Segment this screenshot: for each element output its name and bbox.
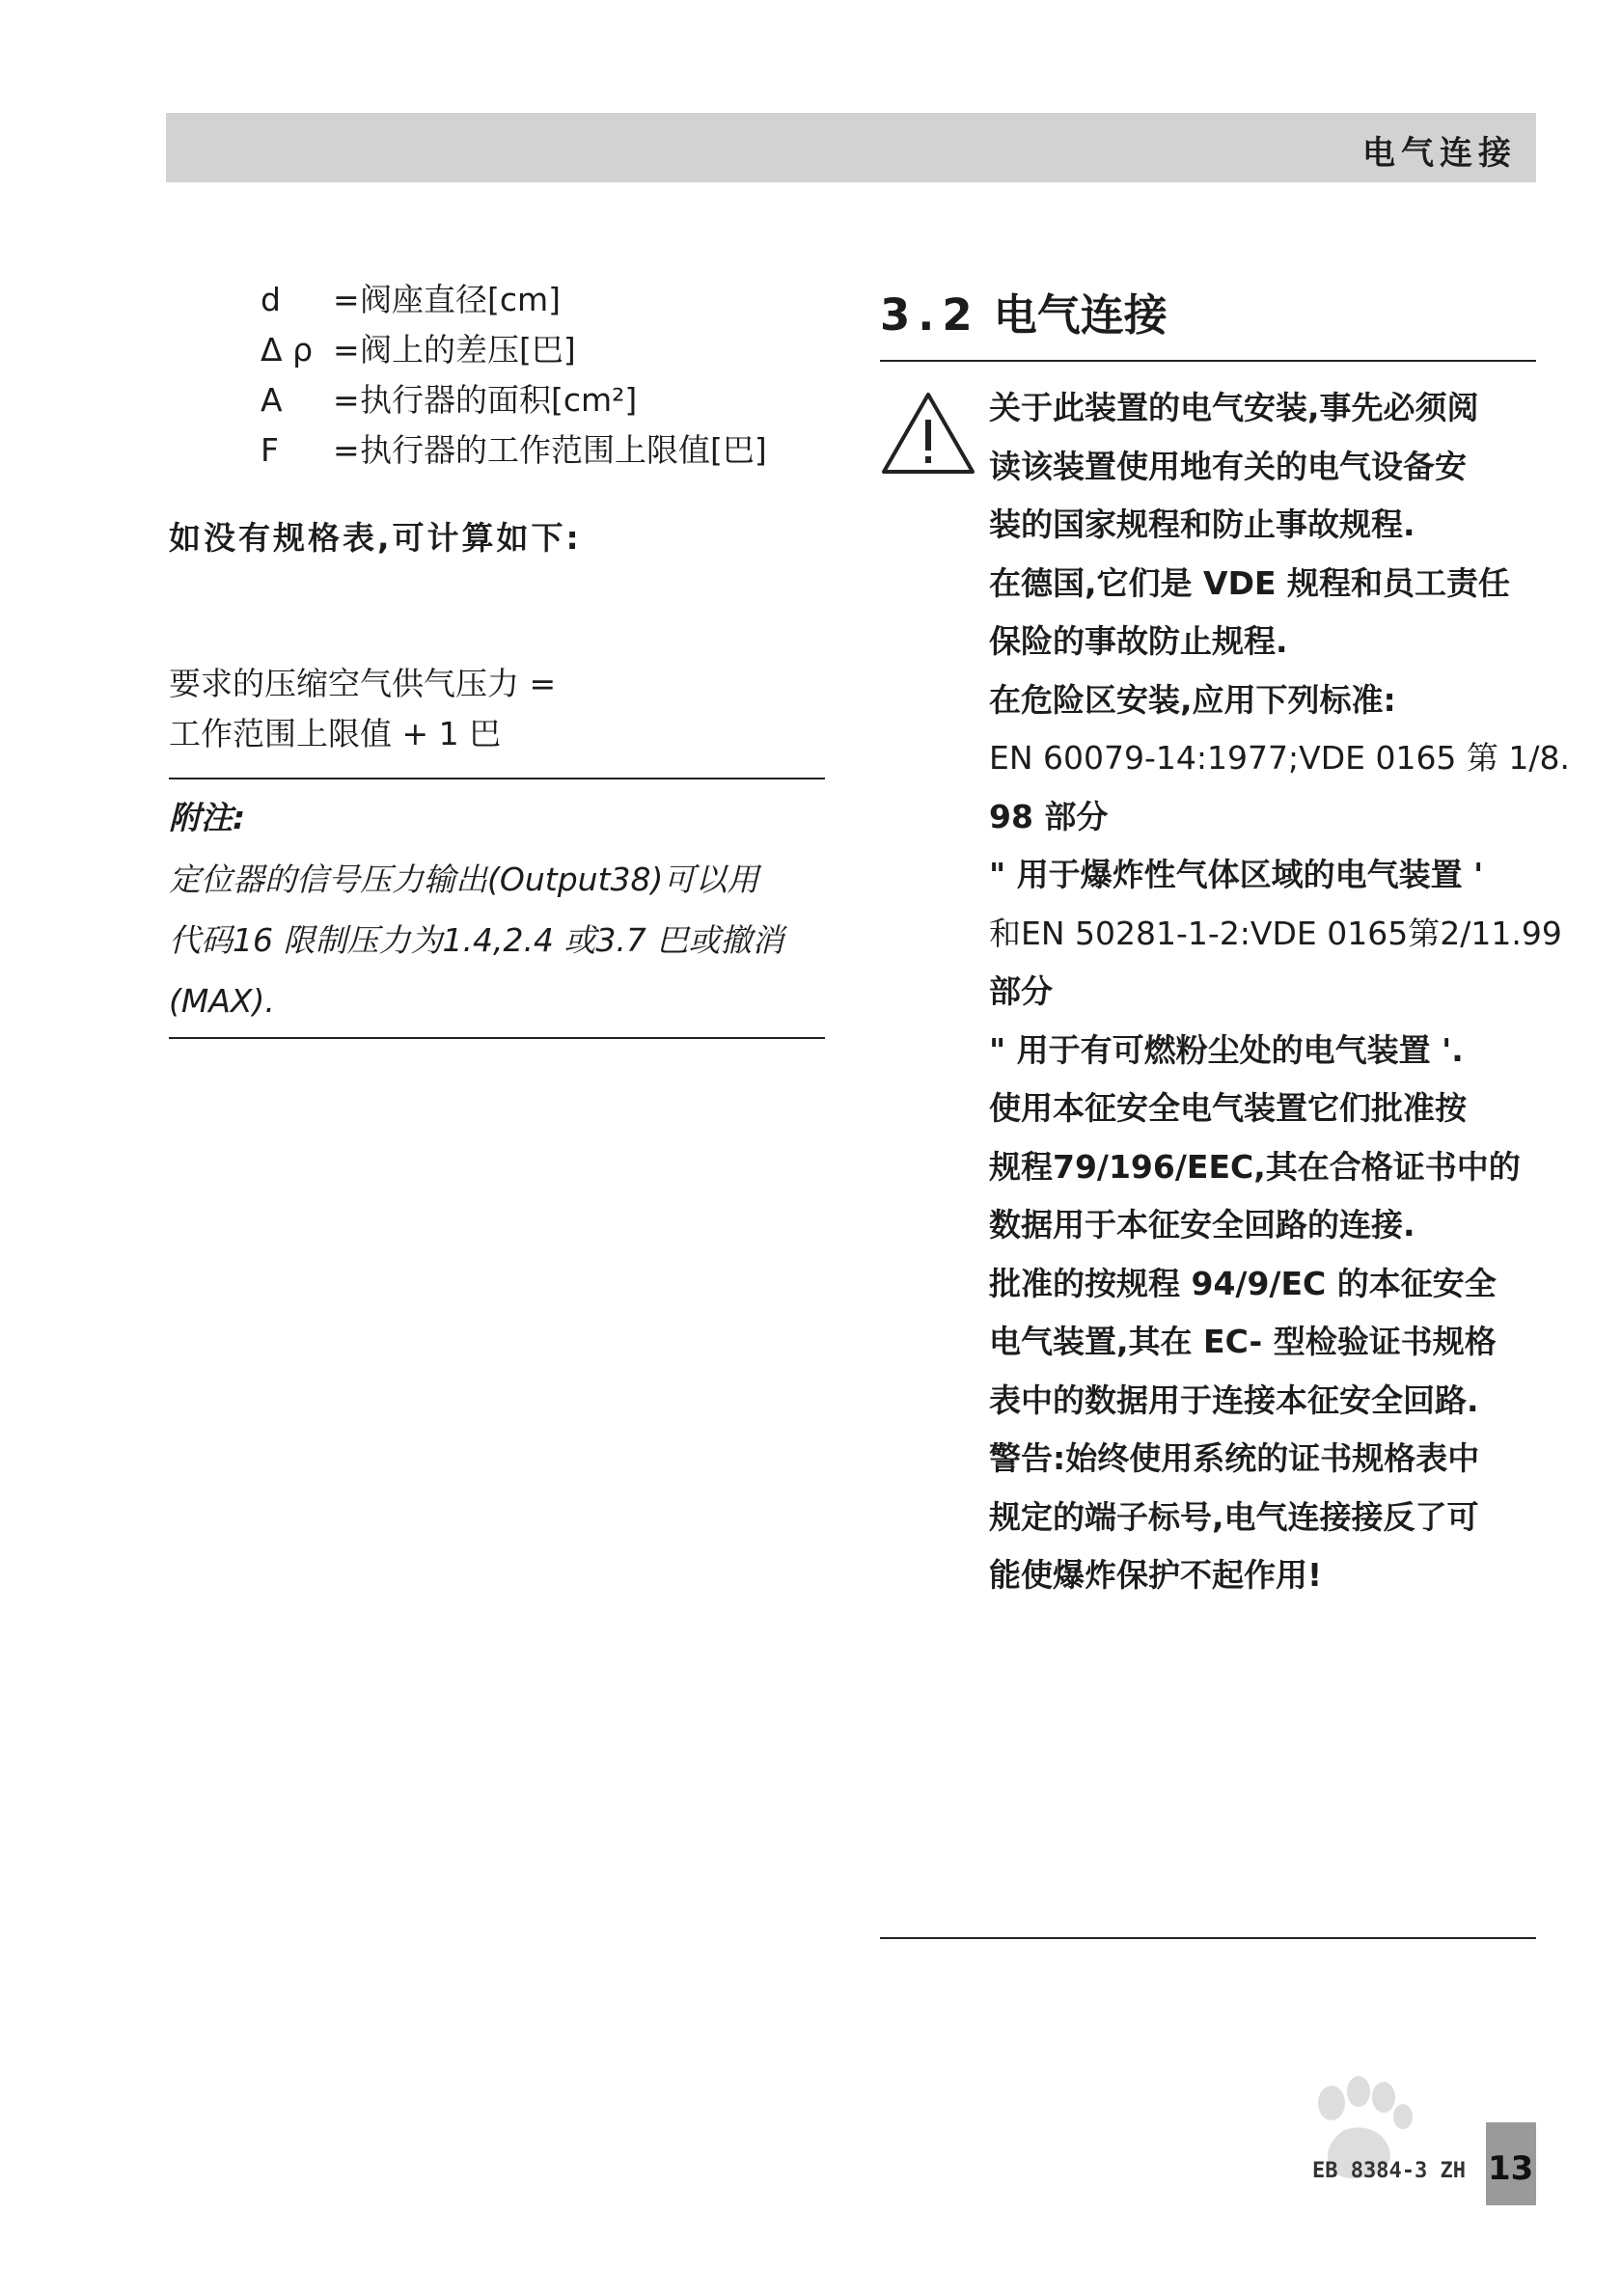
definition-equals: = — [333, 381, 360, 419]
body-line: 读该装置使用地有关的电气设备安 — [989, 447, 1467, 485]
header-bar — [166, 113, 1536, 182]
body-line: 数据用于本征安全回路的连接. — [989, 1206, 1415, 1244]
definition-symbol: F — [261, 431, 279, 469]
note-line: 定位器的信号压力输出(Output38)可以用 — [169, 861, 759, 898]
definition-row — [261, 275, 767, 325]
body-line: 规定的端子标号,电气连接接反了可 — [989, 1497, 1479, 1536]
note-top-rule — [169, 778, 825, 779]
body-line: 和EN 50281-1-2:VDE 0165第2/11.99 — [989, 914, 1562, 952]
body-line: " 用于有可燃粉尘处的电气装置 '. — [989, 1030, 1464, 1069]
body-line: 表中的数据用于连接本征安全回路. — [989, 1380, 1479, 1419]
body-line: 使用本征安全电气装置它们批准按 — [989, 1089, 1467, 1127]
installation-text — [989, 379, 1571, 1605]
header-title: 电气连接 — [1362, 134, 1517, 173]
section-heading — [880, 280, 1168, 342]
definition-symbol: Δ ρ — [261, 331, 314, 369]
definition-text: 执行器的工作范围上限值[巴] — [360, 431, 767, 469]
body-line: 规程79/196/EEC,其在合格证书中的 — [989, 1147, 1521, 1186]
body-line: " 用于爆炸性气体区域的电气装置 ' — [989, 856, 1484, 893]
definition-equals: = — [333, 281, 360, 318]
section-number: 3.2 — [880, 289, 980, 341]
body-line: 98 部分 — [989, 797, 1109, 835]
definition-equals: = — [333, 331, 360, 369]
page-number: 13 — [1488, 2149, 1534, 2188]
formula-line: 要求的压缩空气供气压力 = — [169, 665, 557, 702]
document-code: EB 8384-3 ZH — [1312, 2159, 1466, 2183]
note-label: 附注: — [169, 799, 246, 836]
body-line: EN 60079-14:1977;VDE 0165 第 1/8. — [989, 739, 1571, 777]
body-line: 批准的按规程 94/9/EC 的本征安全 — [989, 1264, 1497, 1302]
body-line: 装的国家规程和防止事故规程. — [989, 506, 1415, 543]
definition-text: 阀座直径[cm] — [360, 281, 562, 318]
body-line: 能使爆炸保护不起作用! — [989, 1556, 1323, 1594]
calc-heading: 如没有规格表,可计算如下: — [169, 519, 582, 557]
formula-line: 工作范围上限值 + 1 巴 — [169, 715, 502, 752]
section-rule — [880, 360, 1536, 362]
body-line: 在德国,它们是 VDE 规程和员工责任 — [989, 563, 1510, 602]
body-line: 在危险区安装,应用下列标准: — [989, 680, 1396, 719]
definition-equals: = — [333, 431, 360, 469]
body-line: 电气装置,其在 EC- 型检验证书规格 — [989, 1323, 1497, 1360]
body-line: 警告:始终使用系统的证书规格表中 — [989, 1439, 1480, 1477]
right-bottom-rule — [880, 1937, 1536, 1939]
definition-text: 执行器的面积[cm²] — [360, 381, 638, 419]
definition-row — [261, 325, 767, 375]
note-line: 代码16 限制压力为1.4,2.4 或3.7 巴或撤消 — [169, 921, 784, 959]
section-title: 电气连接 — [993, 289, 1168, 341]
body-line: 关于此装置的电气安装,事先必须阅 — [989, 389, 1479, 426]
note-text — [169, 849, 825, 1031]
definition-row — [261, 425, 767, 476]
body-line: 保险的事故防止规程. — [989, 622, 1288, 660]
definitions-list — [261, 275, 767, 476]
note-bottom-rule — [169, 1037, 825, 1039]
definition-symbol: A — [261, 381, 283, 419]
definition-row — [261, 375, 767, 425]
warning-triangle-icon — [880, 391, 976, 476]
note-line: (MAX). — [169, 982, 275, 1020]
body-line: 部分 — [989, 972, 1053, 1010]
definition-symbol: d — [261, 281, 281, 318]
definition-text: 阀上的差压[巴] — [360, 331, 576, 369]
supply-formula — [169, 659, 556, 759]
